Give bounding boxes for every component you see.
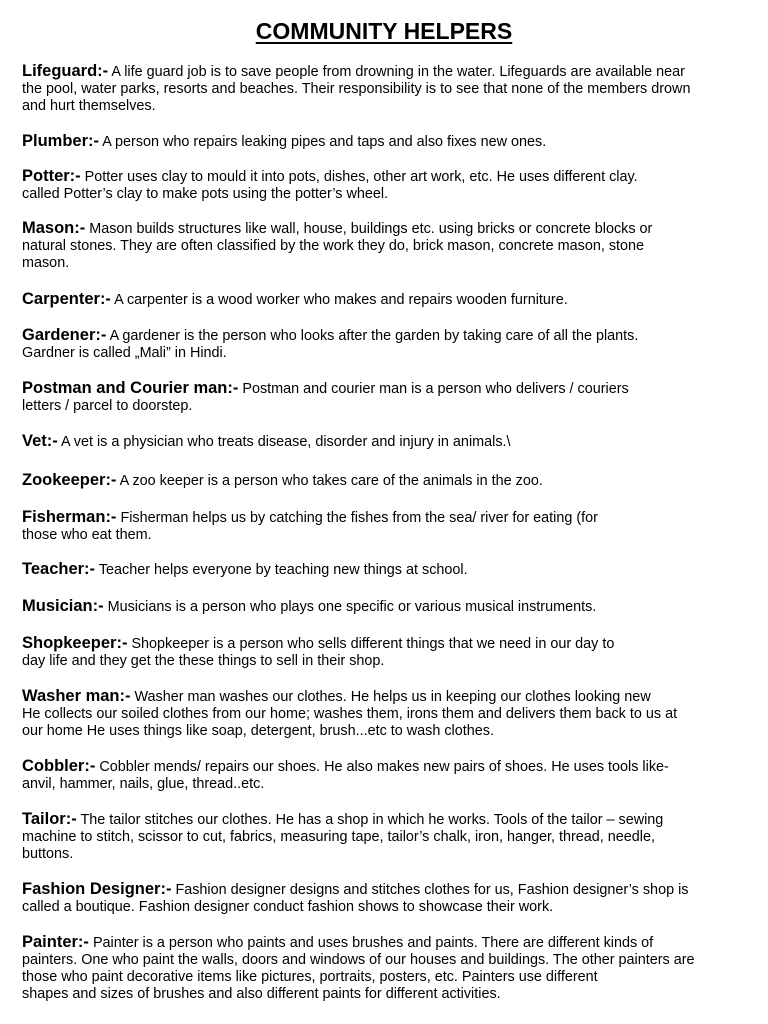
entry-text: natural stones. They are often classified by the work they do, brick mason, concrete mason, stone — [22, 238, 645, 254]
entry-text: Fashion designer designs and stitches clothes for us, Fashion designer’s shop is — [175, 882, 689, 898]
entry-text: called Potter’s clay to make pots using the potter’s wheel. — [22, 186, 389, 202]
entry-plumber — [22, 133, 748, 151]
entry-term: Musician:- — [22, 597, 104, 615]
entry-postman — [22, 380, 748, 415]
entry-carpenter — [22, 291, 748, 309]
entry-term: Postman and Courier man:- — [22, 379, 239, 397]
entry-text: Cobbler mends/ repairs our shoes. He also makes new pairs of shoes. He uses tools like- — [99, 759, 669, 775]
entry-text: those who eat them. — [22, 527, 152, 543]
entry-text: shapes and sizes of brushes and also different paints for different activities. — [22, 986, 501, 1002]
entry-text: buttons. — [22, 846, 74, 862]
entry-text: Teacher helps everyone by teaching new things at school. — [98, 562, 468, 578]
entry-term: Carpenter:- — [22, 290, 111, 308]
entry-text: painters. One who paint the walls, doors and windows of our houses and buildings. The other painters are — [22, 952, 695, 968]
entry-term: Teacher:- — [22, 560, 96, 578]
entry-text: our home He uses things like soap, detergent, brush...etc to wash clothes. — [22, 723, 494, 739]
entry-tailor — [22, 811, 748, 863]
entry-text: The tailor stitches our clothes. He has a shop in which he works. Tools of the tailor – sewing — [80, 812, 664, 828]
entry-text: A vet is a physician who treats disease, disorder and injury in animals.\ — [60, 434, 511, 450]
entry-text: A carpenter is a wood worker who makes and repairs wooden furniture. — [114, 292, 568, 308]
entry-text: A person who repairs leaking pipes and taps and also fixes new ones. — [102, 134, 547, 150]
entry-vet — [22, 433, 748, 451]
entry-text: He collects our soiled clothes from our home; washes them, irons them and delivers them back to us at — [22, 706, 678, 722]
entry-cobbler — [22, 758, 748, 793]
entry-term: Fashion Designer:- — [22, 880, 172, 898]
entry-term: Painter:- — [22, 933, 89, 951]
entry-term: Shopkeeper:- — [22, 634, 128, 652]
entry-gardener — [22, 327, 748, 362]
entry-zookeeper — [22, 472, 748, 490]
page-title: COMMUNITY HELPERS — [255, 18, 513, 44]
entry-text: Musicians is a person who plays one specific or various musical instruments. — [107, 599, 597, 615]
entry-term: Vet:- — [22, 432, 58, 450]
entry-text: day life and they get the these things to sell in their shop. — [22, 653, 385, 669]
entry-term: Tailor:- — [22, 810, 77, 828]
entry-text: Mason builds structures like wall, house, buildings etc. using bricks or concrete blocks or — [89, 221, 653, 237]
entry-fashion-designer — [22, 881, 748, 916]
entry-text: A zoo keeper is a person who takes care of the animals in the zoo. — [119, 473, 543, 489]
entry-text: A gardener is the person who looks after the garden by taking care of all the plants. — [109, 328, 639, 344]
entry-musician — [22, 598, 748, 616]
entry-term: Zookeeper:- — [22, 471, 117, 489]
entry-text: and hurt themselves. — [22, 98, 156, 114]
entry-term: Gardener:- — [22, 326, 107, 344]
entry-text: Potter uses clay to mould it into pots, dishes, other art work, etc. He uses different clay. — [84, 169, 638, 185]
entry-term: Mason:- — [22, 219, 86, 237]
entry-term: Washer man:- — [22, 687, 131, 705]
entry-washer-man — [22, 688, 748, 740]
entry-term: Cobbler:- — [22, 757, 96, 775]
entry-text: A life guard job is to save people from drowning in the water. Lifeguards are available near — [111, 64, 685, 80]
entry-fisherman — [22, 509, 748, 544]
entry-text: those who paint decorative items like pictures, portraits, posters, etc. Painters use different — [22, 969, 598, 985]
entry-text: Shopkeeper is a person who sells different things that we need in our day to — [131, 636, 615, 652]
entry-lifeguard — [22, 63, 748, 115]
entry-text: mason. — [22, 255, 70, 271]
entry-text: Postman and courier man is a person who delivers / couriers — [242, 381, 629, 397]
entry-text: Washer man washes our clothes. He helps us in keeping our clothes looking new — [134, 689, 651, 705]
entry-text: called a boutique. Fashion designer conduct fashion shows to showcase their work. — [22, 899, 554, 915]
entry-mason — [22, 220, 748, 272]
entry-painter — [22, 934, 748, 1003]
entry-text: Gardner is called „Mali” in Hindi. — [22, 345, 227, 361]
entry-potter — [22, 168, 748, 203]
entry-text: the pool, water parks, resorts and beaches. Their responsibility is to see that none of the members drown — [22, 81, 691, 97]
entry-text: machine to stitch, scissor to cut, fabrics, measuring tape, tailor’s chalk, iron, hanger, thread, needle, — [22, 829, 655, 845]
entry-term: Lifeguard:- — [22, 62, 109, 80]
entry-text: Fisherman helps us by catching the fishes from the sea/ river for eating (for — [120, 510, 598, 526]
entry-term: Fisherman:- — [22, 508, 117, 526]
entry-term: Potter:- — [22, 167, 81, 185]
entry-text: Painter is a person who paints and uses brushes and paints. There are different kinds of — [92, 935, 654, 951]
entry-teacher — [22, 561, 748, 579]
entry-text: anvil, hammer, nails, glue, thread..etc. — [22, 776, 265, 792]
entry-text: letters / parcel to doorstep. — [22, 398, 193, 414]
entry-shopkeeper — [22, 635, 748, 670]
entry-term: Plumber:- — [22, 132, 100, 150]
